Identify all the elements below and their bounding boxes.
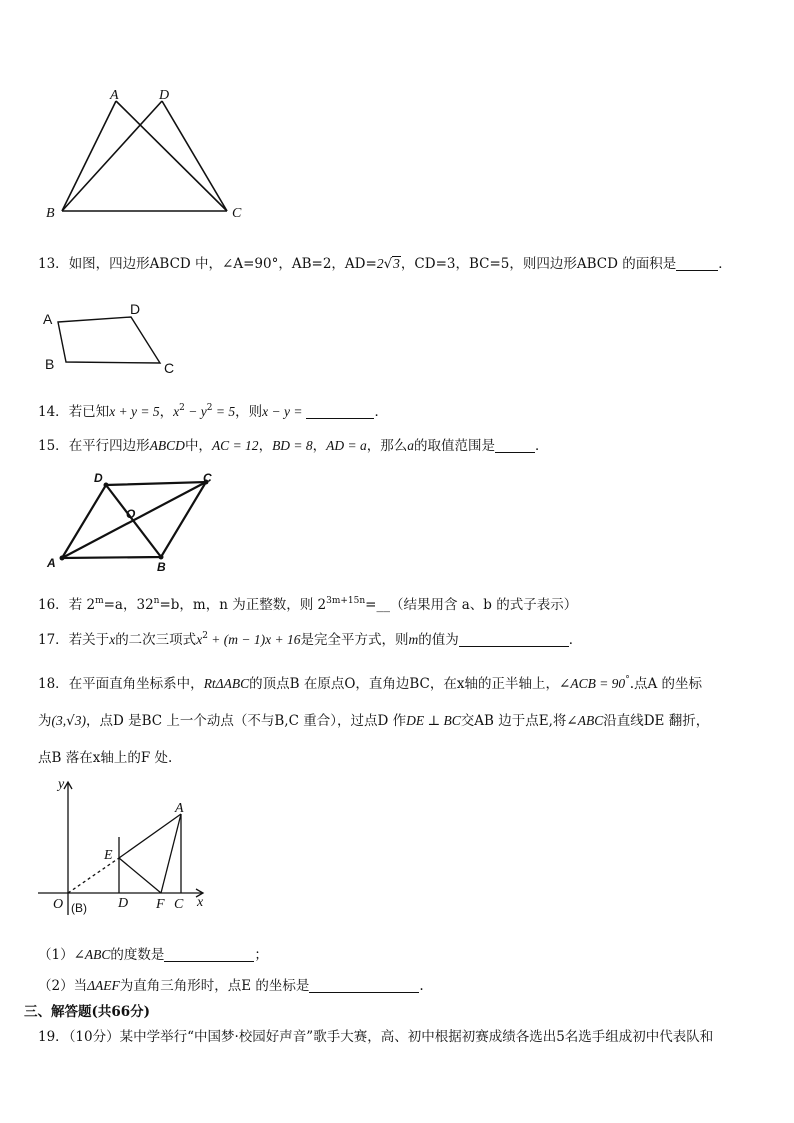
question-18-line1: 18．在平面直角坐标系中，RtΔABC的顶点B 在原点O，直角边BC，在x轴的正半轴上，∠ACB = 90°.点A 的坐标 — [38, 675, 703, 692]
question-16: 16．若 $2^m=a$，$32^n=b$，m，n 为正整数，则 $2^{3m+15n}=\_\_$（结果用含 a、b 的式子表示） — [38, 596, 578, 613]
label-y: y — [58, 777, 65, 792]
label-D: D — [159, 88, 170, 103]
question-18-line3: 点B 落在x轴上的F 处. — [38, 750, 173, 766]
question-19: 19．（10分）某中学举行“中国梦·校园好声音”歌手大赛，高、初中根据初赛成绩各选出5名选手组成初中代表队和 — [38, 1029, 714, 1045]
label-B-paren: (B) — [71, 901, 87, 915]
label-B: B — [46, 206, 55, 221]
question-15: 15．在平行四边形ABCD中，AC = 12，BD = 8，AD = a，那么a的取值范围是 ． — [38, 438, 549, 454]
answer-blank-18-2[interactable] — [309, 978, 419, 993]
answer-blank-14[interactable] — [306, 404, 374, 419]
label-A: A — [110, 88, 119, 103]
seg-E-F — [119, 858, 161, 893]
label-E: E — [104, 848, 113, 863]
quad-ABCD — [58, 317, 160, 363]
label-A: A — [43, 311, 53, 327]
figure-12-triangles — [40, 85, 260, 225]
question-18-part2: （2）当ΔAEF为直角三角形时，点E 的坐标是 . — [38, 978, 424, 994]
answer-blank-18-1[interactable] — [164, 947, 254, 962]
label-A: A — [47, 556, 56, 570]
answer-blank-15[interactable] — [495, 438, 535, 453]
label-O: O — [126, 507, 136, 521]
question-14: 14．若已知x + y = 5，$x^2 - y^2 = 5$，则x − y = ． — [38, 403, 388, 420]
label-C: C — [203, 471, 212, 485]
question-17: 17．若关于x的二次三项式$x^2 + (m - 1)x + 16$是完全平方式，则m的值为 ． — [38, 631, 583, 648]
figure-18-coordinate-plane — [36, 775, 216, 920]
answer-blank-13[interactable] — [676, 256, 718, 271]
seg-B-E-dashed — [68, 858, 119, 893]
label-x: x — [197, 895, 204, 910]
question-18-line2: 为(3,√3)，点D 是BC 上一个动点（不与B,C 重合），过点D 作DE ⊥ BC交AB 边于点E,将∠ABC沿直线DE 翻折， — [38, 713, 710, 729]
diag-BD — [106, 485, 161, 557]
question-18-part1: （1）∠ABC的度数是 ； — [38, 947, 268, 963]
figure-13-quadrilateral — [38, 300, 188, 380]
seg-BD — [62, 101, 162, 211]
label-A: A — [175, 801, 184, 816]
question-13: 13．如图，四边形ABCD 中，∠A=90°，AB=2，AD=2√3，CD=3，BC=5，则四边形ABCD 的面积是 ． — [38, 256, 732, 272]
label-F: F — [156, 897, 165, 912]
label-B: B — [157, 560, 166, 574]
figure-15-parallelogram — [40, 470, 230, 575]
label-D: D — [118, 896, 129, 911]
label-B: B — [45, 356, 55, 372]
answer-blank-17[interactable] — [459, 632, 569, 647]
label-D: D — [94, 471, 103, 485]
seg-BA — [62, 101, 116, 211]
label-O: O — [53, 897, 64, 912]
section-3-title: 三、解答题(共66分) — [24, 1004, 151, 1020]
label-C: C — [232, 206, 242, 221]
label-C: C — [164, 360, 175, 376]
label-C: C — [174, 897, 184, 912]
label-D: D — [130, 301, 141, 317]
